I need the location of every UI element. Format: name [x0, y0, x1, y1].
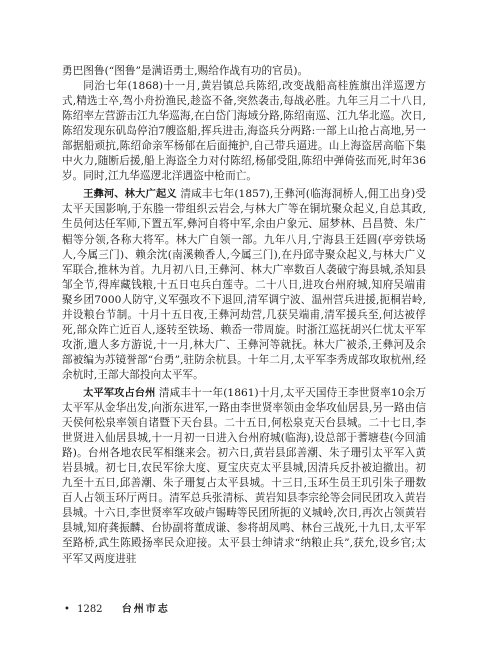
page-body [62, 64, 426, 567]
section-heading: 太平军攻占台州 [83, 387, 156, 399]
paragraph-3 [62, 187, 426, 383]
paragraph-1 [62, 64, 426, 79]
page-number: 1282 [77, 604, 103, 615]
paragraph-2 [62, 79, 426, 184]
page-footer [64, 600, 170, 615]
paragraph-text: 勇巴图鲁(“图鲁”是满语勇士,赐给作战有功的官员)。 [62, 65, 309, 77]
paragraph-text: 清咸丰十一年(1861)十月,太平天国侍王李世贤率10余万太平军从金华出发,向浙东进军,一路由李世贤率领由金华攻仙居县,另一路由信天侯何松泉率领自诸暨下天台县。二十五日,何松泉克天台县城。二十七日,李世贤进入仙居县城,十一月初一日进入台州府城(临海),设总部于蓍塘巷(今回浦路)。台州各地农民军相继来会。初六日,黄岩县邱善潮、朱子珊引太平军入黄岩县城。初七日,农民军徐大度、夏宝庆克太平县城,因清兵反扑被迫撤出。初九至十五日,邱善潮、朱子珊复占太平县城。十三日,玉环生员王玑引朱子珊数百人占领玉环厅两日。清军总兵张清标、黄岩知县李宗纶等会同民团攻入黄岩县城。十六日,李世贤率军攻破卢锡畴等民团所扼的义城岭,次日,再次占领黄岩县城,知府龚振麟、台协副将董成谦、参将胡凤鸣、林台三战死,十九日,太平军至路桥,武生陈殿扬率民众迎接。太平县士绅请求“纳粮止兵”,获允,设乡官;太平军又两度进驻 [62, 386, 426, 565]
section-heading: 王彝河、林大广起义 [83, 189, 177, 201]
paragraph-4 [62, 386, 426, 567]
paragraph-text: 同治七年(1868)十一月,黄岩镇总兵陈绍,改变战船高桂旌旗出洋巡逻方式,精选士卒,驾小舟扮渔民,趁盗不备,突然袭击,每战必胜。九年三月二十八日,陈绍率左营游击江九华巡海,在白岱门海域分路,陈绍南巡、江九华北巡。次日,陈绍发现东矶岛停泊7艘盗船,挥兵进击,海盗兵分两路:一部上山抢占高地,另一部据船顽抗,陈绍命亲军杨郁在后面掩护,自己带兵逼进。山上海盗居高临下集中火力,随断后援,船上海盗全力对付陈绍,杨郁受阻,陈绍中弹倚弦而死,时年36岁。同时,江九华巡逻北洋遇盗中枪而亡。 [62, 80, 426, 183]
footer-bullet: • [64, 604, 70, 615]
book-title: 台州市志 [121, 604, 170, 615]
paragraph-text: 清咸丰七年(1857),王彝河(临海洞桥人,佣工出身)受太平天国影响,于东塍一带组织云岩会,与林大广等在铜坑聚众起义,自总其政,生员何达任军师,下置五军,彝河自将中军,余由户象元、屈梦林、吕昌赞、朱广楣等分领,各称大将军。林大广自领一部。九年八月,宁海县王廷圆(亭旁铁场人,今属三门)、赖余沈(南溪赖香人,今属三门),在丹邱寺聚众起义,与林大广义军联合,推林为首。九月初八日,王彝河、林大广率数百人袭破宁海县城,杀知县邹全节,得库藏钱粮,十五日屯兵白莲寺。二十八日,进攻台州府城,知府吴端甫聚乡团7000人防守,义军强攻不下退回,清军调宁波、温州营兵进援,扼桐岩岭,并设粮台节制。十月十五日夜,王彝河劫营,几获吴端甫,清军援兵至,何达被俘死,部众阵亡近百人,逐转至铁场、赖岙一带周旋。时浙江巡抚胡兴仁忧太平军攻浙,遣人多方游说,十一月,林大广、王彝河等就抚。林大广被杀,王彝河及余部被编为苏镜誉部“台勇”,驻防余杭县。十年二月,太平军李秀成部攻取杭州,经余杭时,王部大部投向太平军。 [62, 188, 426, 381]
